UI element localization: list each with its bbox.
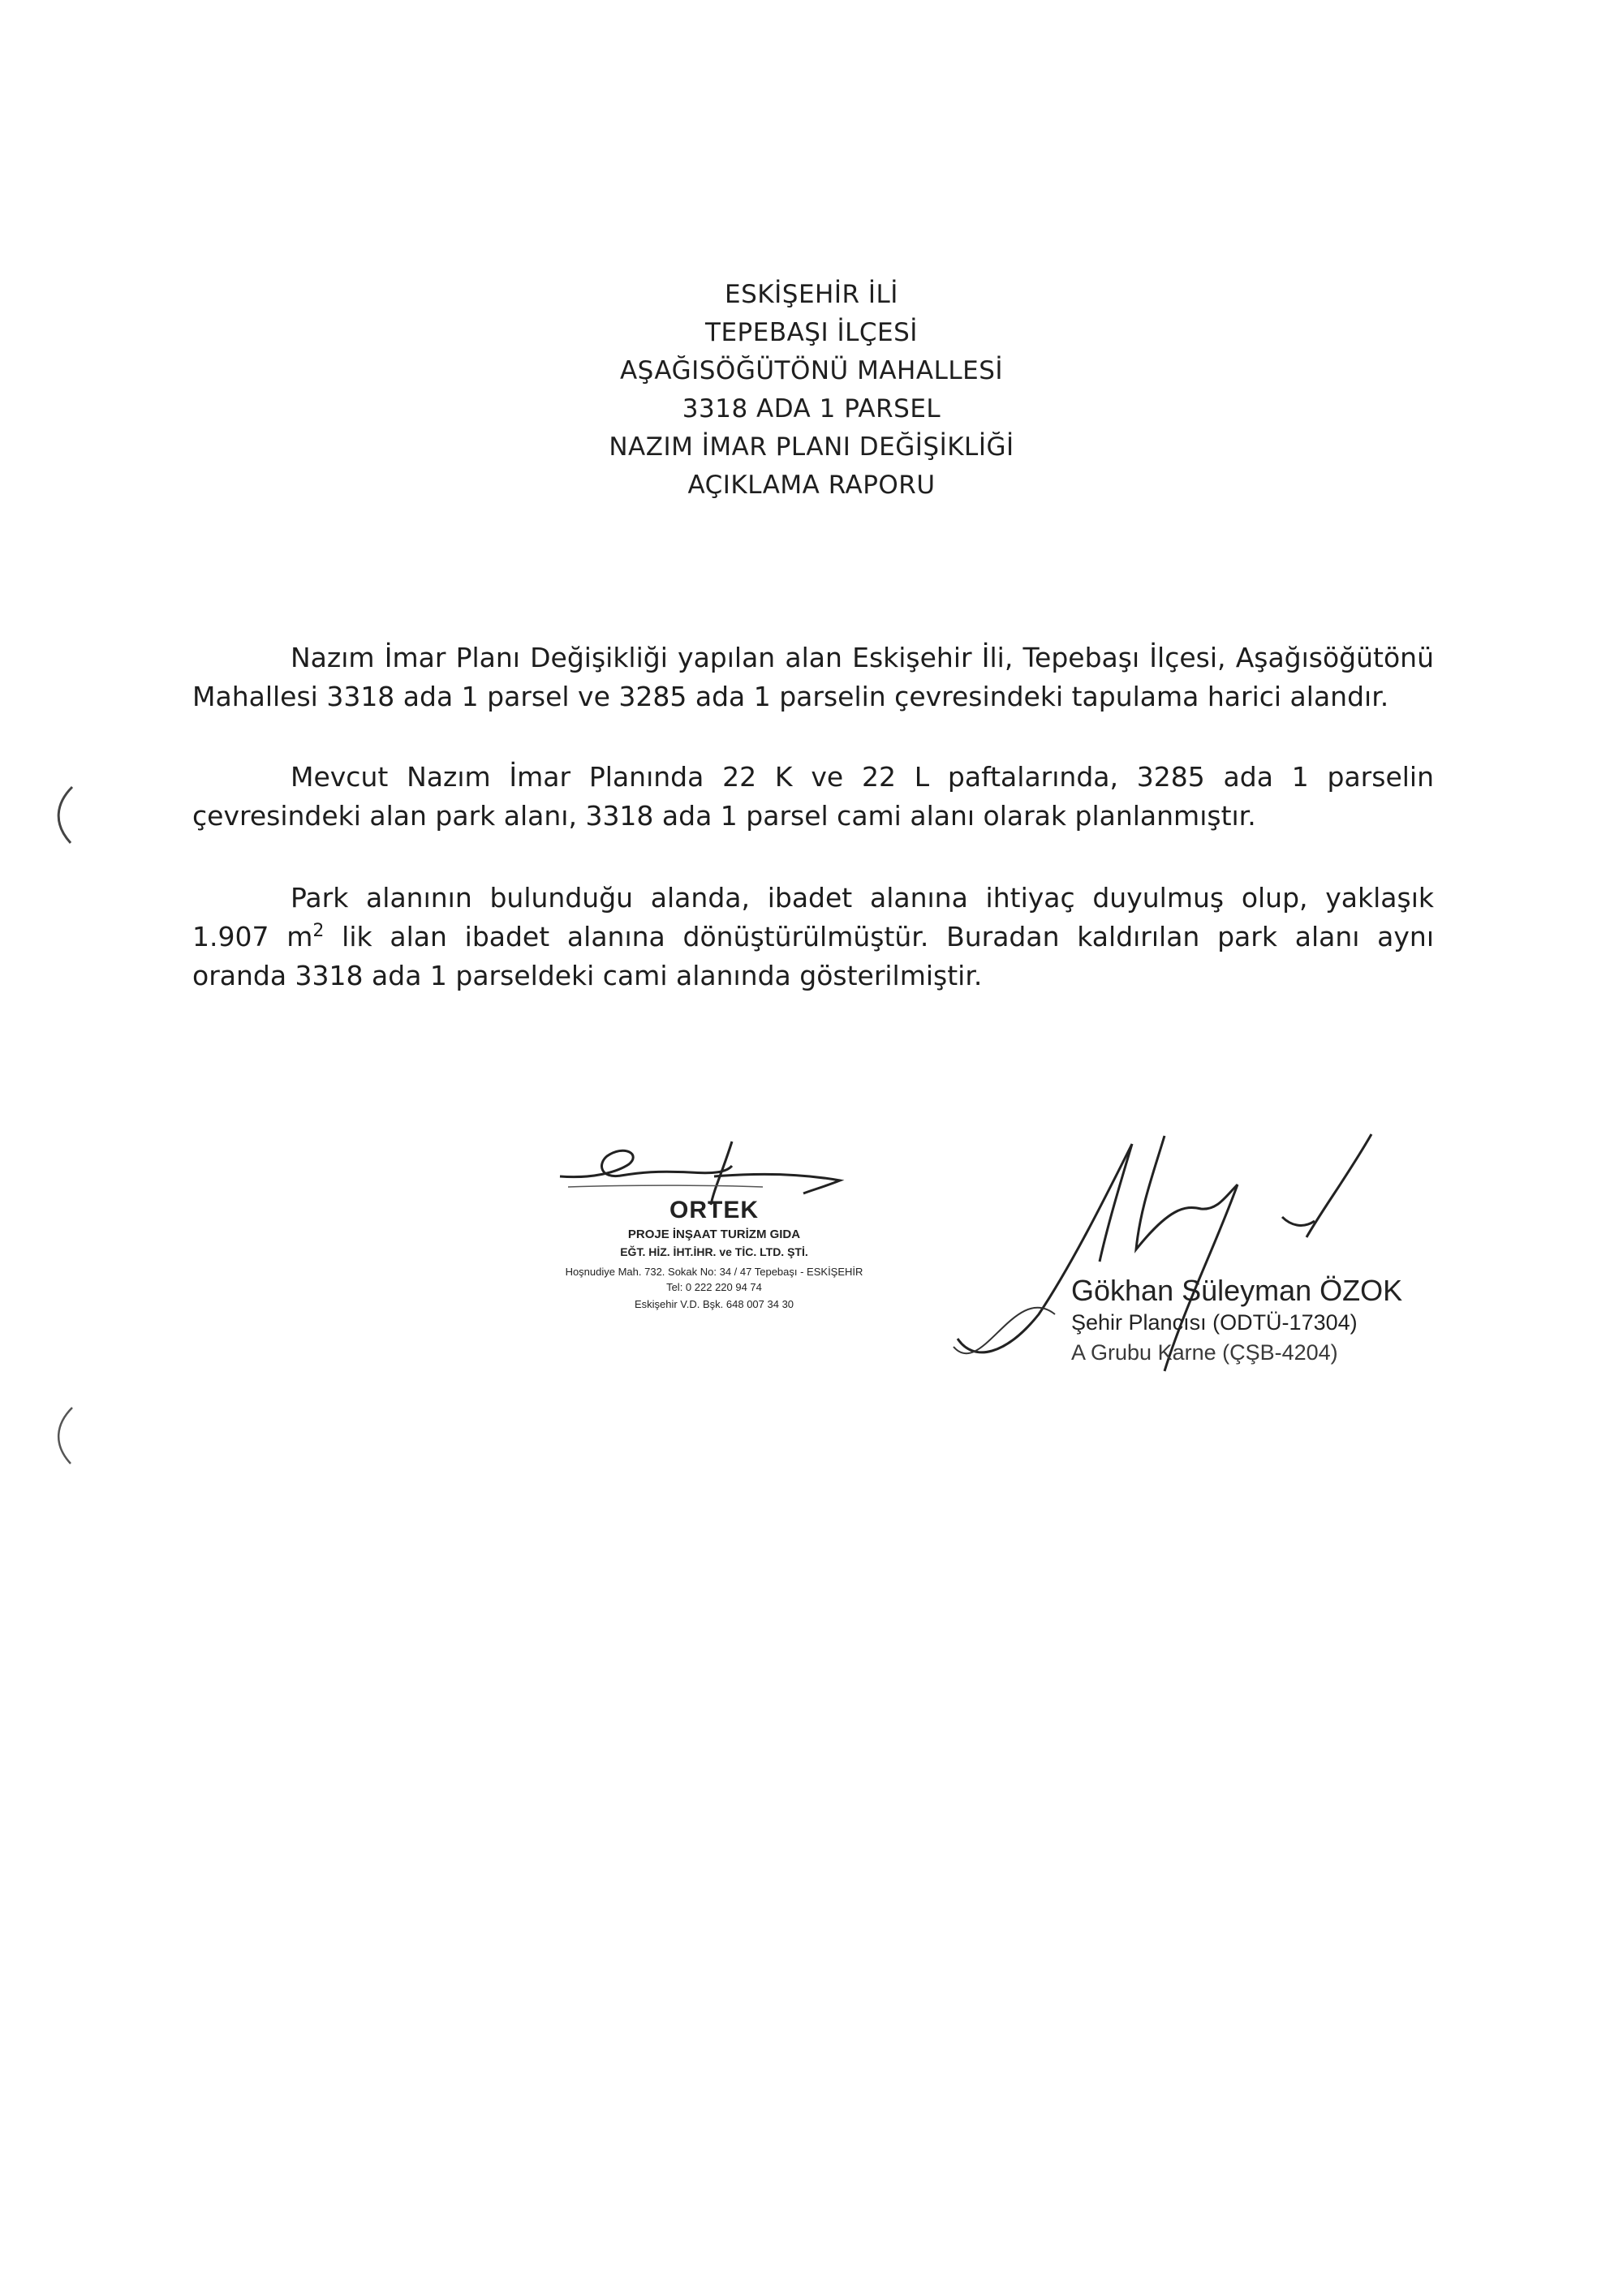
square-superscript: 2 — [312, 921, 325, 941]
paragraph-3-part-a: Park alanının bulunduğu alanda, ibadet alanına ihtiyaç duyulmuş olup, yaklaşık 1.907 m — [192, 882, 1434, 952]
stamp-tax-office: Eskişehir V.D. Bşk. 648 007 34 30 — [634, 1298, 794, 1310]
punch-mark-1 — [45, 783, 85, 848]
planner-card: A Grubu Karne (ÇŞB-4204) — [1071, 1340, 1338, 1365]
title-province: ESKİŞEHİR İLİ — [725, 280, 898, 309]
title-parcel: 3318 ADA 1 PARSEL — [682, 394, 941, 424]
paragraph-1-text: Nazım İmar Planı Değişikliği yapılan alan Eskişehir İli, Tepebaşı İlçesi, Aşağısöğütönü Mahallesi 3318 ada 1 parsel ve 3285 ada 1 parselin çevresindeki tapulama harici alandır. — [192, 642, 1434, 712]
punch-mark-2 — [45, 1404, 85, 1468]
stamp-company-name: ORTEK — [669, 1197, 759, 1223]
planner-title: Şehir Plancısı (ODTÜ-17304) — [1071, 1310, 1358, 1335]
stamp-line-2: EĞT. HİZ. İHT.İHR. ve TİC. LTD. ŞTİ. — [620, 1245, 808, 1258]
paragraph-3-text — [192, 879, 1434, 995]
stamp-phone: Tel: 0 222 220 94 74 — [666, 1281, 762, 1293]
paragraph-3 — [192, 879, 1434, 995]
planner-name: Gökhan Süleyman ÖZOK — [1071, 1274, 1403, 1307]
title-district: TEPEBAŞI İLÇESİ — [705, 318, 918, 347]
paragraph-3-part-b: lik alan ibadet alanına dönüştürülmüştür. Buradan kaldırılan park alanı aynı oranda 3318 ada 1 parseldeki cami alanında gösterilmiştir. — [192, 921, 1435, 991]
planner-signature-block — [958, 1120, 1412, 1395]
title-neighborhood: AŞAĞISÖĞÜTÖNÜ MAHALLESİ — [619, 356, 1004, 385]
title-report: AÇIKLAMA RAPORU — [687, 471, 936, 500]
company-stamp — [519, 1140, 909, 1326]
paragraph-2 — [192, 758, 1434, 836]
title-plan-change: NAZIM İMAR PLANI DEĞİŞİKLİĞİ — [609, 432, 1014, 462]
stamp-address: Hoşnudiye Mah. 732. Sokak No: 34 / 47 Tepebaşı - ESKİŞEHİR — [565, 1266, 863, 1278]
paragraph-2-text: Mevcut Nazım İmar Planında 22 K ve 22 L paftalarında, 3285 ada 1 parselin çevresindeki alan park alanı, 3318 ada 1 parsel cami alanı olarak planlanmıştır. — [192, 761, 1434, 832]
stamp-line-1: PROJE İNŞAAT TURİZM GIDA — [627, 1228, 801, 1241]
paragraph-1 — [192, 638, 1434, 716]
document-title-block — [0, 276, 1623, 505]
